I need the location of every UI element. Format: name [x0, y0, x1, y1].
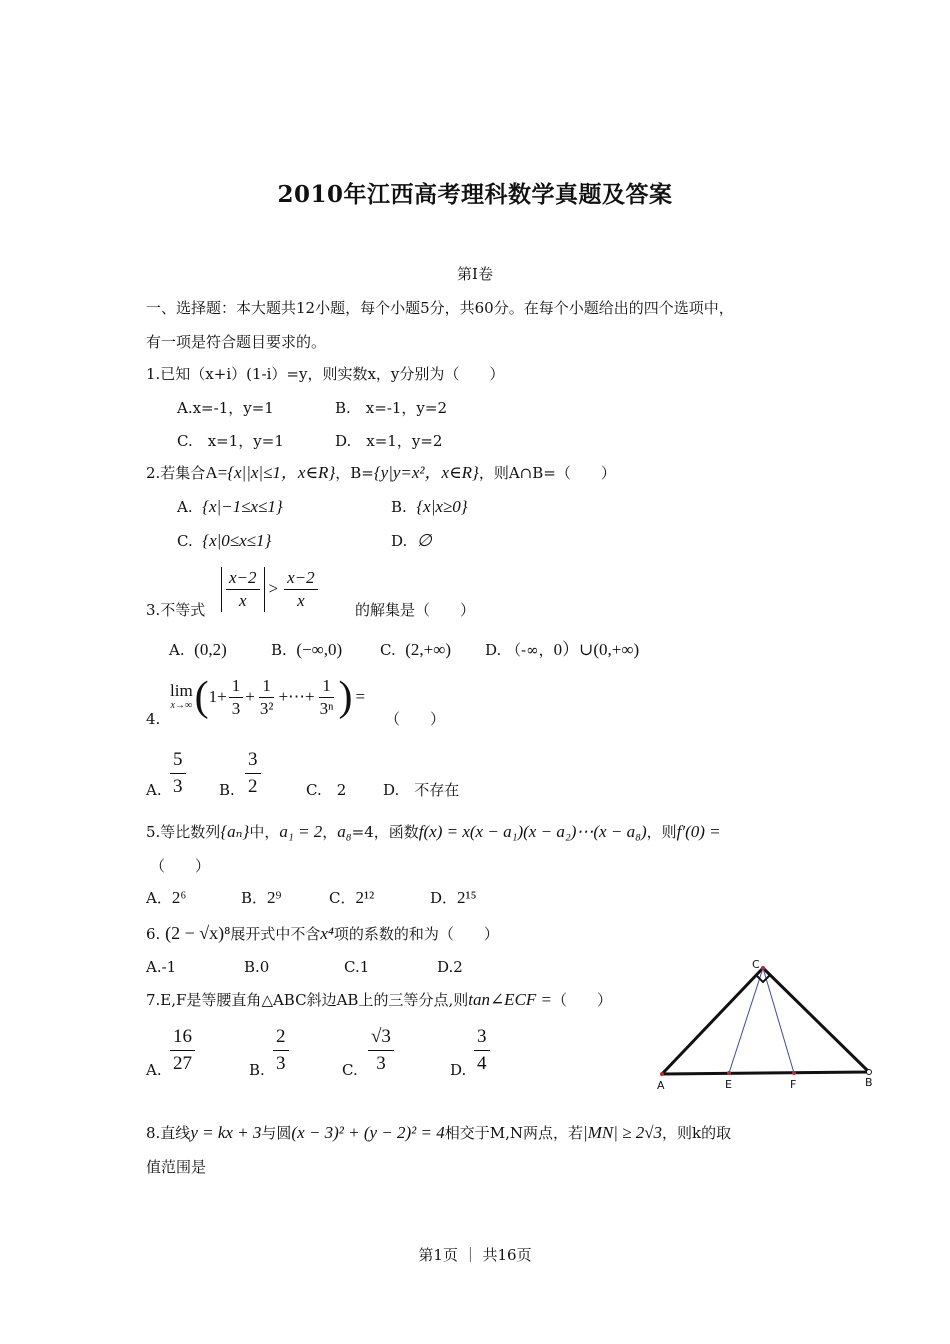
question-8-stem	[146, 1123, 731, 1143]
question-1-option-d: D. x=1，y=2	[335, 432, 443, 450]
question-5-option-b	[241, 888, 281, 908]
option-b-expr: 2⁹	[267, 888, 282, 907]
question-6-option-b: B.0	[244, 958, 270, 976]
option-a-expr: 2⁶	[171, 888, 187, 907]
question-3-option-a	[169, 640, 227, 660]
label-b: B	[865, 1076, 873, 1089]
rhs-fraction	[284, 567, 318, 612]
q5-function: f(x) = x(x − a₁)(x − a₂)⋯(x − a₈)	[418, 822, 647, 841]
question-3-option-c	[380, 640, 451, 660]
option-d-label: D.	[391, 532, 408, 550]
question-5-option-c	[329, 888, 374, 908]
abs-fraction-num: x−2	[226, 567, 260, 590]
lim-subscript: x→∞	[170, 700, 193, 711]
question-6-option-d: D.2	[437, 958, 463, 976]
fraction-2-den: 3²	[259, 698, 274, 718]
question-6-stem	[146, 923, 499, 944]
option-c-fraction	[368, 1024, 394, 1077]
question-3-inequality	[221, 564, 320, 614]
term-fraction-2	[257, 675, 277, 720]
rhs-fraction-num: x−2	[284, 567, 318, 590]
option-d-fraction	[474, 1024, 490, 1077]
option-d-label: D．	[430, 889, 458, 907]
question-5-option-a	[146, 888, 186, 908]
option-c-label: C．	[329, 889, 356, 907]
question-7-option-d-label: D.	[450, 1061, 467, 1079]
triangle-figure	[648, 956, 888, 1096]
question-2-number: 2.若集合	[146, 464, 206, 482]
question-1-stem: 1.已知（x+i）(1-i）=y，则实数x，y分别为（ ）	[146, 365, 505, 383]
option-a-den: 3	[173, 776, 183, 797]
term-fraction-3	[317, 675, 337, 720]
question-2-set-a-label: A=	[205, 463, 228, 482]
question-3-option-b	[271, 640, 342, 660]
right-paren: )	[338, 674, 353, 720]
question-2-option-a	[177, 497, 283, 517]
q6-x4: x⁴	[320, 924, 334, 943]
question-4-option-a-fraction	[168, 747, 188, 800]
option-a-expr: {x|−1≤x≤1}	[202, 497, 283, 516]
option-d-num: 3	[474, 1024, 490, 1051]
question-7-option-d-fraction	[472, 1024, 492, 1077]
abs-fraction-den: x	[238, 590, 247, 610]
question-7-option-b-label: B.	[249, 1061, 265, 1079]
fraction-2-num: 1	[259, 675, 274, 698]
point-a	[660, 1072, 664, 1076]
question-3-option-d	[485, 640, 639, 660]
rhs-fraction-den: x	[297, 590, 305, 610]
option-b-num: 2	[273, 1024, 289, 1051]
q8-text-4: ，则k的取	[662, 1124, 732, 1142]
option-a-label: A.	[169, 641, 185, 659]
option-a-fraction	[170, 1024, 195, 1077]
question-1-option-b: B. x=-1，y=2	[335, 399, 448, 417]
ellipsis-plus: +⋯+	[278, 687, 315, 706]
question-7-option-a-label: A.	[146, 1061, 162, 1079]
q6-tail: 项的系数的和为（ ）	[333, 925, 499, 943]
page-title: 2010年江西高考理科数学真题及答案	[277, 181, 673, 208]
q5-text-4: =4，函数	[351, 823, 419, 841]
question-5-stem	[146, 822, 721, 842]
plus-sign: +	[245, 687, 255, 706]
option-a-label: A.	[177, 498, 193, 516]
question-4-option-c: C. 2	[306, 781, 347, 799]
q8-condition: |MN| ≥ 2√3	[583, 1123, 663, 1142]
q6-expression: (2 − √x)⁸	[165, 923, 231, 943]
question-2-set-a-expr: {x||x|≤1，x∈R}	[227, 463, 336, 482]
fraction-3-num: 1	[319, 675, 334, 698]
q5-sequence: {aₙ}	[220, 822, 250, 841]
option-b-expr: {x|x≥0}	[416, 497, 468, 516]
q8-text-3: 相交于M,N两点，若	[444, 1124, 584, 1142]
label-f: F	[790, 1078, 797, 1091]
question-5-option-d	[430, 888, 477, 908]
point-c	[761, 966, 765, 970]
section-instructions-line1: 一、选择题：本大题共12小题，每个小题5分，共60分。在每个小题给出的四个选项中，	[146, 299, 734, 317]
abs-value-bars	[221, 567, 265, 612]
question-4-option-b-label: B.	[219, 781, 235, 799]
q7-text: 7.E,F是等腰直角△ABC斜边AB上的三等分点,则	[146, 991, 469, 1009]
question-7-option-c-fraction	[366, 1024, 396, 1077]
q5-text-5: ，则	[646, 823, 677, 841]
point-e	[727, 1071, 731, 1075]
label-c: C	[752, 958, 760, 971]
left-paren: (	[194, 674, 209, 720]
option-d-expr: ∅	[416, 531, 432, 550]
question-2-ask: ，则A∩B=（ ）	[478, 464, 616, 482]
q5-a1: a₁ = 2	[279, 822, 323, 841]
lim-text: lim	[170, 681, 193, 700]
q8-text-1: 8.直线	[146, 1124, 191, 1142]
q7-tan: tan∠ECF =	[468, 990, 553, 1009]
option-a-num: 16	[170, 1024, 195, 1051]
option-c-label: C.	[177, 532, 193, 550]
q5-text-1: 5.等比数列	[146, 823, 221, 841]
label-e: E	[725, 1078, 732, 1091]
option-a-label: A．	[146, 889, 172, 907]
question-2-option-d	[391, 531, 432, 551]
term-one: 1+	[208, 687, 227, 706]
q7-paren: （ ）	[552, 991, 613, 1009]
option-d-den: 4	[477, 1053, 487, 1074]
q6-text: 展开式中不含	[230, 925, 321, 943]
fraction-1-den: 3	[231, 698, 241, 718]
option-c-expr: 2¹²	[355, 888, 375, 907]
option-a-den: 27	[173, 1053, 192, 1074]
option-b-fraction	[273, 1024, 289, 1077]
question-2-set-b-expr: {y|y=x²，x∈R}	[373, 463, 479, 482]
abs-fraction	[226, 567, 260, 612]
right-angle-mark	[756, 975, 770, 982]
question-7-option-b-fraction	[271, 1024, 291, 1077]
point-b	[867, 1070, 872, 1075]
option-c-num: √3	[368, 1024, 394, 1051]
option-b-label: B．	[241, 889, 268, 907]
option-d-expr-part2: 0）∪(0,+∞)	[553, 640, 640, 659]
question-4-option-d: D. 不存在	[383, 781, 460, 799]
option-c-label: C.	[380, 641, 396, 659]
question-4-option-a-label: A.	[146, 781, 162, 799]
option-c-expr: {x|0≤x≤1}	[202, 531, 272, 550]
question-4-number: 4.	[146, 710, 161, 728]
option-b-den: 3	[276, 1053, 286, 1074]
q5-a8: a₈	[337, 822, 352, 841]
option-a-expr: (0,2)	[194, 640, 227, 659]
option-a-fraction	[170, 747, 186, 800]
option-b-label: B.	[391, 498, 407, 516]
page-footer: 第1页 ｜ 共16页	[418, 1246, 532, 1264]
option-d-label: D.	[485, 641, 502, 659]
question-2-option-c	[177, 531, 271, 551]
question-8-line2: 值范围是	[146, 1158, 207, 1176]
greater-than-sign: >	[268, 579, 279, 598]
q5-text-2: 中，	[249, 823, 280, 841]
question-7-stem	[146, 990, 612, 1010]
option-b-label: B.	[271, 641, 287, 659]
question-1-option-a: A.x=-1，y=1	[177, 399, 274, 417]
option-c-expr: (2,+∞)	[405, 640, 452, 659]
point-f	[792, 1071, 796, 1075]
option-b-fraction	[245, 747, 261, 800]
option-d-expr: 2¹⁵	[457, 888, 477, 907]
fraction-1-num: 1	[229, 675, 244, 698]
volume-heading: 第Ⅰ卷	[457, 265, 493, 283]
question-6-option-c: C.1	[344, 958, 370, 976]
question-3-tail: 的解集是（ ）	[355, 601, 476, 619]
option-a-num: 5	[170, 747, 186, 774]
question-4-paren: （ ）	[385, 710, 446, 728]
q8-text-2: 与圆	[261, 1124, 292, 1142]
q5-derivative: f′(0) =	[676, 822, 721, 841]
question-4-limit	[170, 670, 365, 724]
triangle-abc	[662, 968, 869, 1074]
question-1-option-c: C. x=1，y=1	[177, 432, 284, 450]
option-c-den: 3	[376, 1053, 386, 1074]
equals-sign: =	[355, 687, 366, 706]
section-instructions-line2: 有一项是符合题目要求的。	[146, 333, 327, 351]
q8-line-equation: y = kx + 3	[190, 1123, 262, 1142]
question-2-stem	[146, 463, 616, 483]
option-b-expr: (−∞,0)	[296, 640, 343, 659]
term-fraction-1	[229, 675, 244, 720]
label-a: A	[657, 1079, 665, 1092]
option-b-den: 2	[248, 776, 258, 797]
question-5-paren: （ ）	[150, 857, 211, 875]
question-3-number: 3.不等式	[146, 601, 206, 619]
lim-operator	[170, 682, 193, 712]
question-7-option-a-fraction	[168, 1024, 197, 1077]
question-2-option-b	[391, 497, 468, 517]
question-6-option-a: A.-1	[146, 958, 177, 976]
option-b-num: 3	[245, 747, 261, 774]
q6-number: 6.	[146, 925, 161, 943]
option-d-expr-part1: （-∞，	[506, 641, 554, 659]
question-4-option-b-fraction	[243, 747, 263, 800]
question-7-option-c-label: C.	[342, 1061, 358, 1079]
fraction-3-den: 3ⁿ	[319, 698, 334, 718]
q5-text-3: ，	[322, 823, 338, 841]
q8-circle-equation: (x − 3)² + (y − 2)² = 4	[291, 1123, 445, 1142]
question-2-set-b-label: ，B=	[335, 464, 374, 482]
